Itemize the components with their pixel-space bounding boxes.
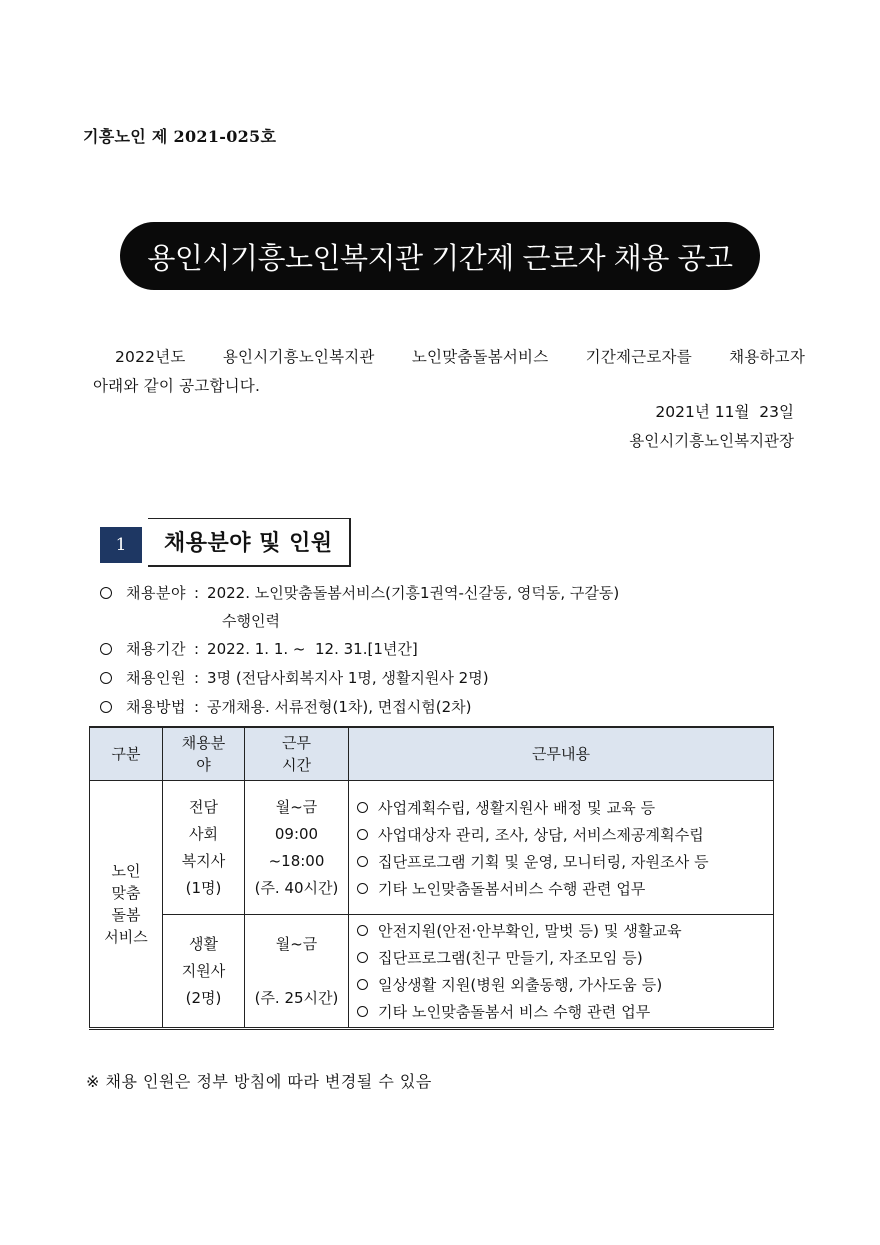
circle-bullet-icon xyxy=(357,1006,368,1017)
header-duties: 근무내용 xyxy=(349,727,774,781)
issuer-name: 용인시기흥노인복지관장 xyxy=(629,432,794,450)
circle-bullet-icon xyxy=(357,925,368,936)
intro-line-2: 아래와 같이 공고합니다. xyxy=(93,377,261,395)
duty-item: 사업계획수립, 생활지원사 배정 및 교육 등 xyxy=(357,794,773,821)
list-item: 채용방법 : 공개채용. 서류전형(1차), 면접시험(2차) xyxy=(100,692,619,721)
field-cell: 생활 지원사 (2명) xyxy=(163,915,245,1029)
circle-bullet-icon xyxy=(357,883,368,894)
document-number: 기흥노인 제 2021-025호 xyxy=(83,127,277,146)
header-field: 채용분 야 xyxy=(163,727,245,781)
circle-bullet-icon xyxy=(100,643,112,655)
duty-item: 안전지원(안전·안부확인, 말벗 등) 및 생활교육 xyxy=(357,917,773,944)
circle-bullet-icon xyxy=(100,587,112,599)
recruitment-table xyxy=(89,726,774,1030)
circle-bullet-icon xyxy=(100,672,112,684)
duty-item: 기타 노인맞춤돌봄서 비스 수행 관련 업무 xyxy=(357,998,773,1025)
table-row xyxy=(90,781,774,915)
duties-cell xyxy=(349,915,774,1029)
announcement-title: 용인시기흥노인복지관 기간제 근로자 채용 공고 xyxy=(147,240,733,275)
duty-item: 집단프로그램(친구 만들기, 자조모임 등) xyxy=(357,944,773,971)
duty-item: 사업대상자 관리, 조사, 상담, 서비스제공계획수립 xyxy=(357,821,773,848)
list-item: 채용분야 : 2022. 노인맞춤돌봄서비스(기흥1권역-신갈동, 영덕동, 구갈동) xyxy=(100,578,619,607)
category-cell: 노인 맞춤 돌봄 서비스 xyxy=(90,781,163,1029)
circle-bullet-icon xyxy=(357,856,368,867)
section-title: 채용분야 및 인원 xyxy=(148,518,351,567)
duty-item: 기타 노인맞춤돌봄서비스 수행 관련 업무 xyxy=(357,875,773,902)
header-category: 구분 xyxy=(90,727,163,781)
hours-cell: 월~금 09:00 ~18:00 (주. 40시간) xyxy=(245,781,349,915)
intro-line-1: 2022년도 용인시기흥노인복지관 노인맞춤돌봄서비스 기간제근로자를 채용하고자 xyxy=(115,348,805,366)
circle-bullet-icon xyxy=(357,952,368,963)
recruit-info-list xyxy=(100,578,619,721)
circle-bullet-icon xyxy=(357,829,368,840)
table-row xyxy=(90,915,774,1029)
circle-bullet-icon xyxy=(100,701,112,713)
duty-item: 일상생활 지원(병원 외출동행, 가사도움 등) xyxy=(357,971,773,998)
title-banner xyxy=(120,222,760,290)
hours-cell: 월~금 (주. 25시간) xyxy=(245,915,349,1029)
list-item: 채용인원 : 3명 (전담사회복지사 1명, 생활지원사 2명) xyxy=(100,663,619,692)
field-cell: 전담 사회 복지사 (1명) xyxy=(163,781,245,915)
circle-bullet-icon xyxy=(357,979,368,990)
footnote: ※ 채용 인원은 정부 방침에 따라 변경될 수 있음 xyxy=(86,1072,432,1091)
list-item-continuation: 수행인력 xyxy=(222,612,280,630)
header-hours: 근무 시간 xyxy=(245,727,349,781)
table-header-row xyxy=(90,727,774,781)
list-item: 채용기간 : 2022. 1. 1. ~ 12. 31.[1년간] xyxy=(100,634,619,663)
circle-bullet-icon xyxy=(357,802,368,813)
section-1-header xyxy=(100,518,351,566)
section-number-badge: 1 xyxy=(100,527,142,563)
duties-cell xyxy=(349,781,774,915)
duty-item: 집단프로그램 기획 및 운영, 모니터링, 자원조사 등 xyxy=(357,848,773,875)
intro-paragraph xyxy=(93,343,805,401)
announcement-date: 2021년 11월 23일 xyxy=(655,403,794,421)
